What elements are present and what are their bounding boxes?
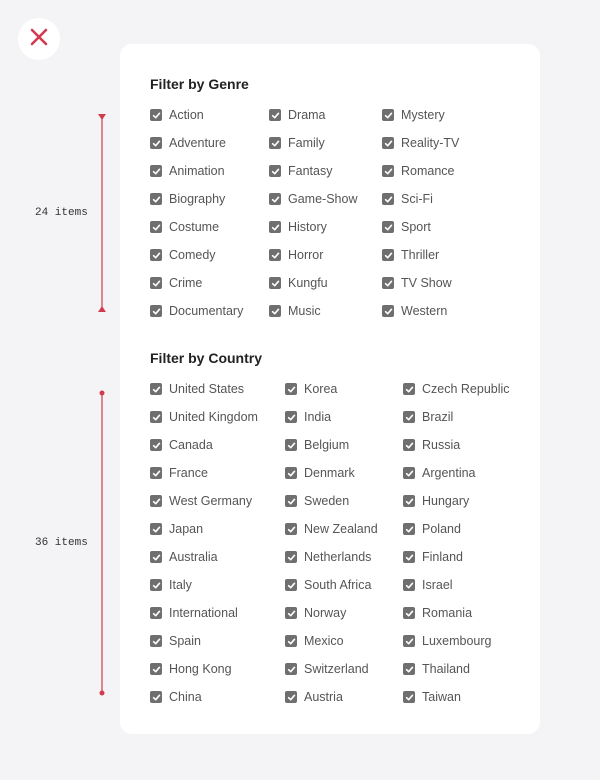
checkbox-label: Costume bbox=[169, 220, 220, 234]
checkbox-label: Argentina bbox=[422, 466, 476, 480]
country-option-france[interactable] bbox=[150, 463, 208, 483]
checkbox-label: Hong Kong bbox=[169, 662, 232, 676]
checkbox-label: Game-Show bbox=[288, 192, 358, 206]
country-option-taiwan[interactable] bbox=[403, 687, 461, 707]
checkbox-checked-icon[interactable] bbox=[269, 249, 281, 261]
checkbox-checked-icon[interactable] bbox=[285, 439, 297, 451]
checkbox-checked-icon[interactable] bbox=[269, 137, 281, 149]
checkbox-checked-icon[interactable] bbox=[285, 551, 297, 563]
genre-option-costume[interactable] bbox=[150, 217, 219, 237]
genre-option-western[interactable] bbox=[382, 301, 447, 321]
close-button[interactable] bbox=[18, 18, 60, 60]
checkbox-checked-icon[interactable] bbox=[150, 691, 162, 703]
genre-option-crime[interactable] bbox=[150, 273, 202, 293]
genre-option-horror[interactable] bbox=[269, 245, 323, 265]
checkbox-checked-icon[interactable] bbox=[150, 277, 162, 289]
country-option-international[interactable] bbox=[150, 603, 238, 623]
checkbox-label: Western bbox=[401, 304, 448, 318]
checkbox-label: Fantasy bbox=[288, 164, 333, 178]
country-option-hong-kong[interactable] bbox=[150, 659, 232, 679]
checkbox-checked-icon[interactable] bbox=[285, 495, 297, 507]
genre-option-family[interactable] bbox=[269, 133, 325, 153]
genre-option-sport[interactable] bbox=[382, 217, 431, 237]
checkbox-checked-icon[interactable] bbox=[403, 495, 415, 507]
genre-option-adventure[interactable] bbox=[150, 133, 226, 153]
checkbox-label: Luxembourg bbox=[422, 634, 492, 648]
country-option-mexico[interactable] bbox=[285, 631, 344, 651]
country-option-australia[interactable] bbox=[150, 547, 218, 567]
filter-panel bbox=[120, 44, 540, 734]
country-option-korea[interactable] bbox=[285, 379, 337, 399]
checkbox-label: Spain bbox=[169, 634, 201, 648]
checkbox-checked-icon[interactable] bbox=[150, 109, 162, 121]
genre-option-documentary[interactable] bbox=[150, 301, 243, 321]
country-option-norway[interactable] bbox=[285, 603, 346, 623]
checkbox-checked-icon[interactable] bbox=[382, 221, 394, 233]
checkbox-checked-icon[interactable] bbox=[150, 551, 162, 563]
checkbox-label: United Kingdom bbox=[169, 410, 258, 424]
checkbox-checked-icon[interactable] bbox=[150, 467, 162, 479]
country-option-spain[interactable] bbox=[150, 631, 201, 651]
checkbox-label: Crime bbox=[169, 276, 203, 290]
country-option-thailand[interactable] bbox=[403, 659, 470, 679]
genre-option-action[interactable] bbox=[150, 105, 204, 125]
country-option-italy[interactable] bbox=[150, 575, 192, 595]
checkbox-checked-icon[interactable] bbox=[150, 439, 162, 451]
x-icon bbox=[30, 28, 48, 51]
country-option-south-africa[interactable] bbox=[285, 575, 371, 595]
checkbox-checked-icon[interactable] bbox=[150, 607, 162, 619]
checkbox-label: Thriller bbox=[401, 248, 440, 262]
checkbox-label: Poland bbox=[422, 522, 461, 536]
checkbox-checked-icon[interactable] bbox=[403, 411, 415, 423]
country-option-china[interactable] bbox=[150, 687, 202, 707]
checkbox-label: Sweden bbox=[304, 494, 350, 508]
checkbox-label: New Zealand bbox=[304, 522, 378, 536]
checkbox-checked-icon[interactable] bbox=[403, 467, 415, 479]
checkbox-label: Family bbox=[288, 136, 325, 150]
checkbox-label: Music bbox=[288, 304, 321, 318]
checkbox-checked-icon[interactable] bbox=[382, 305, 394, 317]
checkbox-label: Sport bbox=[401, 220, 431, 234]
checkbox-checked-icon[interactable] bbox=[285, 523, 297, 535]
checkbox-label: Reality-TV bbox=[401, 136, 460, 150]
checkbox-label: Mystery bbox=[401, 108, 445, 122]
checkbox-checked-icon[interactable] bbox=[285, 607, 297, 619]
checkbox-checked-icon[interactable] bbox=[150, 411, 162, 423]
country-count-label: 36 items bbox=[35, 537, 88, 549]
country-option-belgium[interactable] bbox=[285, 435, 349, 455]
genre-option-drama[interactable] bbox=[269, 105, 326, 125]
checkbox-checked-icon[interactable] bbox=[150, 383, 162, 395]
genre-count-bracket bbox=[96, 112, 108, 314]
genre-option-fantasy[interactable] bbox=[269, 161, 332, 181]
checkbox-label: Thailand bbox=[422, 662, 470, 676]
checkbox-label: Brazil bbox=[422, 410, 454, 424]
country-option-japan[interactable] bbox=[150, 519, 203, 539]
checkbox-checked-icon[interactable] bbox=[269, 165, 281, 177]
checkbox-checked-icon[interactable] bbox=[382, 137, 394, 149]
country-option-india[interactable] bbox=[285, 407, 331, 427]
country-option-united-states[interactable] bbox=[150, 379, 244, 399]
checkbox-checked-icon[interactable] bbox=[150, 221, 162, 233]
country-option-brazil[interactable] bbox=[403, 407, 453, 427]
genre-option-mystery[interactable] bbox=[382, 105, 445, 125]
checkbox-checked-icon[interactable] bbox=[150, 579, 162, 591]
checkbox-checked-icon[interactable] bbox=[403, 551, 415, 563]
checkbox-checked-icon[interactable] bbox=[382, 109, 394, 121]
country-option-poland[interactable] bbox=[403, 519, 461, 539]
country-option-israel[interactable] bbox=[403, 575, 453, 595]
checkbox-label: Finland bbox=[422, 550, 463, 564]
checkbox-checked-icon[interactable] bbox=[269, 277, 281, 289]
checkbox-checked-icon[interactable] bbox=[150, 249, 162, 261]
checkbox-checked-icon[interactable] bbox=[403, 523, 415, 535]
checkbox-label: Netherlands bbox=[304, 550, 372, 564]
genre-section-title: Filter by Genre bbox=[150, 76, 249, 92]
checkbox-checked-icon[interactable] bbox=[269, 193, 281, 205]
checkbox-label: Action bbox=[169, 108, 204, 122]
checkbox-checked-icon[interactable] bbox=[403, 635, 415, 647]
country-option-west-germany[interactable] bbox=[150, 491, 252, 511]
checkbox-checked-icon[interactable] bbox=[285, 467, 297, 479]
genre-option-comedy[interactable] bbox=[150, 245, 216, 265]
checkbox-checked-icon[interactable] bbox=[285, 663, 297, 675]
checkbox-label: France bbox=[169, 466, 208, 480]
country-option-argentina[interactable] bbox=[403, 463, 476, 483]
checkbox-checked-icon[interactable] bbox=[269, 109, 281, 121]
checkbox-checked-icon[interactable] bbox=[285, 691, 297, 703]
country-option-romania[interactable] bbox=[403, 603, 472, 623]
checkbox-label: Horror bbox=[288, 248, 324, 262]
genre-option-music[interactable] bbox=[269, 301, 321, 321]
country-option-sweden[interactable] bbox=[285, 491, 349, 511]
country-option-luxembourg[interactable] bbox=[403, 631, 492, 651]
checkbox-label: Japan bbox=[169, 522, 204, 536]
checkbox-checked-icon[interactable] bbox=[150, 635, 162, 647]
checkbox-label: India bbox=[304, 410, 332, 424]
checkbox-checked-icon[interactable] bbox=[382, 165, 394, 177]
checkbox-label: China bbox=[169, 690, 202, 704]
checkbox-label: TV Show bbox=[401, 276, 452, 290]
checkbox-label: Documentary bbox=[169, 304, 244, 318]
checkbox-checked-icon[interactable] bbox=[285, 579, 297, 591]
checkbox-checked-icon[interactable] bbox=[285, 635, 297, 647]
checkbox-label: Canada bbox=[169, 438, 213, 452]
checkbox-label: South Africa bbox=[304, 578, 372, 592]
country-option-hungary[interactable] bbox=[403, 491, 469, 511]
checkbox-checked-icon[interactable] bbox=[403, 691, 415, 703]
checkbox-checked-icon[interactable] bbox=[150, 193, 162, 205]
checkbox-label: Animation bbox=[169, 164, 225, 178]
checkbox-checked-icon[interactable] bbox=[382, 193, 394, 205]
country-option-switzerland[interactable] bbox=[285, 659, 369, 679]
genre-option-animation[interactable] bbox=[150, 161, 225, 181]
checkbox-checked-icon[interactable] bbox=[150, 137, 162, 149]
checkbox-label: Australia bbox=[169, 550, 218, 564]
country-option-new-zealand[interactable] bbox=[285, 519, 378, 539]
checkbox-checked-icon[interactable] bbox=[269, 305, 281, 317]
checkbox-label: History bbox=[288, 220, 327, 234]
checkbox-label: Hungary bbox=[422, 494, 470, 508]
genre-option-kungfu[interactable] bbox=[269, 273, 328, 293]
checkbox-label: Adventure bbox=[169, 136, 226, 150]
checkbox-label: Denmark bbox=[304, 466, 355, 480]
country-option-finland[interactable] bbox=[403, 547, 463, 567]
checkbox-label: Romania bbox=[422, 606, 473, 620]
genre-option-biography[interactable] bbox=[150, 189, 225, 209]
checkbox-label: International bbox=[169, 606, 238, 620]
checkbox-checked-icon[interactable] bbox=[285, 383, 297, 395]
checkbox-checked-icon[interactable] bbox=[403, 579, 415, 591]
checkbox-label: United States bbox=[169, 382, 245, 396]
checkbox-label: Taiwan bbox=[422, 690, 461, 704]
checkbox-label: Sci-Fi bbox=[401, 192, 433, 206]
checkbox-checked-icon[interactable] bbox=[403, 663, 415, 675]
checkbox-checked-icon[interactable] bbox=[150, 495, 162, 507]
country-section-title: Filter by Country bbox=[150, 350, 263, 366]
country-option-austria[interactable] bbox=[285, 687, 343, 707]
genre-option-sci-fi[interactable] bbox=[382, 189, 433, 209]
country-count-bracket bbox=[96, 388, 108, 698]
checkbox-label: Norway bbox=[304, 606, 347, 620]
checkbox-label: West Germany bbox=[169, 494, 253, 508]
checkbox-checked-icon[interactable] bbox=[150, 305, 162, 317]
country-option-united-kingdom[interactable] bbox=[150, 407, 258, 427]
country-option-czech-republic[interactable] bbox=[403, 379, 510, 399]
country-option-denmark[interactable] bbox=[285, 463, 355, 483]
checkbox-label: Switzerland bbox=[304, 662, 369, 676]
genre-option-tv-show[interactable] bbox=[382, 273, 452, 293]
country-option-canada[interactable] bbox=[150, 435, 213, 455]
checkbox-checked-icon[interactable] bbox=[285, 411, 297, 423]
checkbox-label: Drama bbox=[288, 108, 326, 122]
genre-option-thriller[interactable] bbox=[382, 245, 439, 265]
checkbox-label: Romance bbox=[401, 164, 455, 178]
checkbox-label: Belgium bbox=[304, 438, 350, 452]
genre-option-reality-tv[interactable] bbox=[382, 133, 459, 153]
checkbox-label: Comedy bbox=[169, 248, 216, 262]
checkbox-checked-icon[interactable] bbox=[403, 607, 415, 619]
checkbox-checked-icon[interactable] bbox=[150, 165, 162, 177]
genre-option-history[interactable] bbox=[269, 217, 327, 237]
checkbox-label: Korea bbox=[304, 382, 338, 396]
checkbox-checked-icon[interactable] bbox=[150, 523, 162, 535]
checkbox-label: Biography bbox=[169, 192, 226, 206]
checkbox-checked-icon[interactable] bbox=[382, 277, 394, 289]
genre-option-romance[interactable] bbox=[382, 161, 455, 181]
checkbox-checked-icon[interactable] bbox=[150, 663, 162, 675]
checkbox-checked-icon[interactable] bbox=[382, 249, 394, 261]
country-option-russia[interactable] bbox=[403, 435, 460, 455]
checkbox-label: Russia bbox=[422, 438, 461, 452]
checkbox-label: Kungfu bbox=[288, 276, 328, 290]
checkbox-checked-icon[interactable] bbox=[269, 221, 281, 233]
checkbox-label: Mexico bbox=[304, 634, 344, 648]
checkbox-label: Austria bbox=[304, 690, 343, 704]
checkbox-label: Israel bbox=[422, 578, 453, 592]
genre-option-game-show[interactable] bbox=[269, 189, 357, 209]
genre-count-label: 24 items bbox=[35, 207, 88, 219]
checkbox-checked-icon[interactable] bbox=[403, 383, 415, 395]
checkbox-label: Czech Republic bbox=[422, 382, 510, 396]
checkbox-label: Italy bbox=[169, 578, 192, 592]
checkbox-checked-icon[interactable] bbox=[403, 439, 415, 451]
country-option-netherlands[interactable] bbox=[285, 547, 371, 567]
